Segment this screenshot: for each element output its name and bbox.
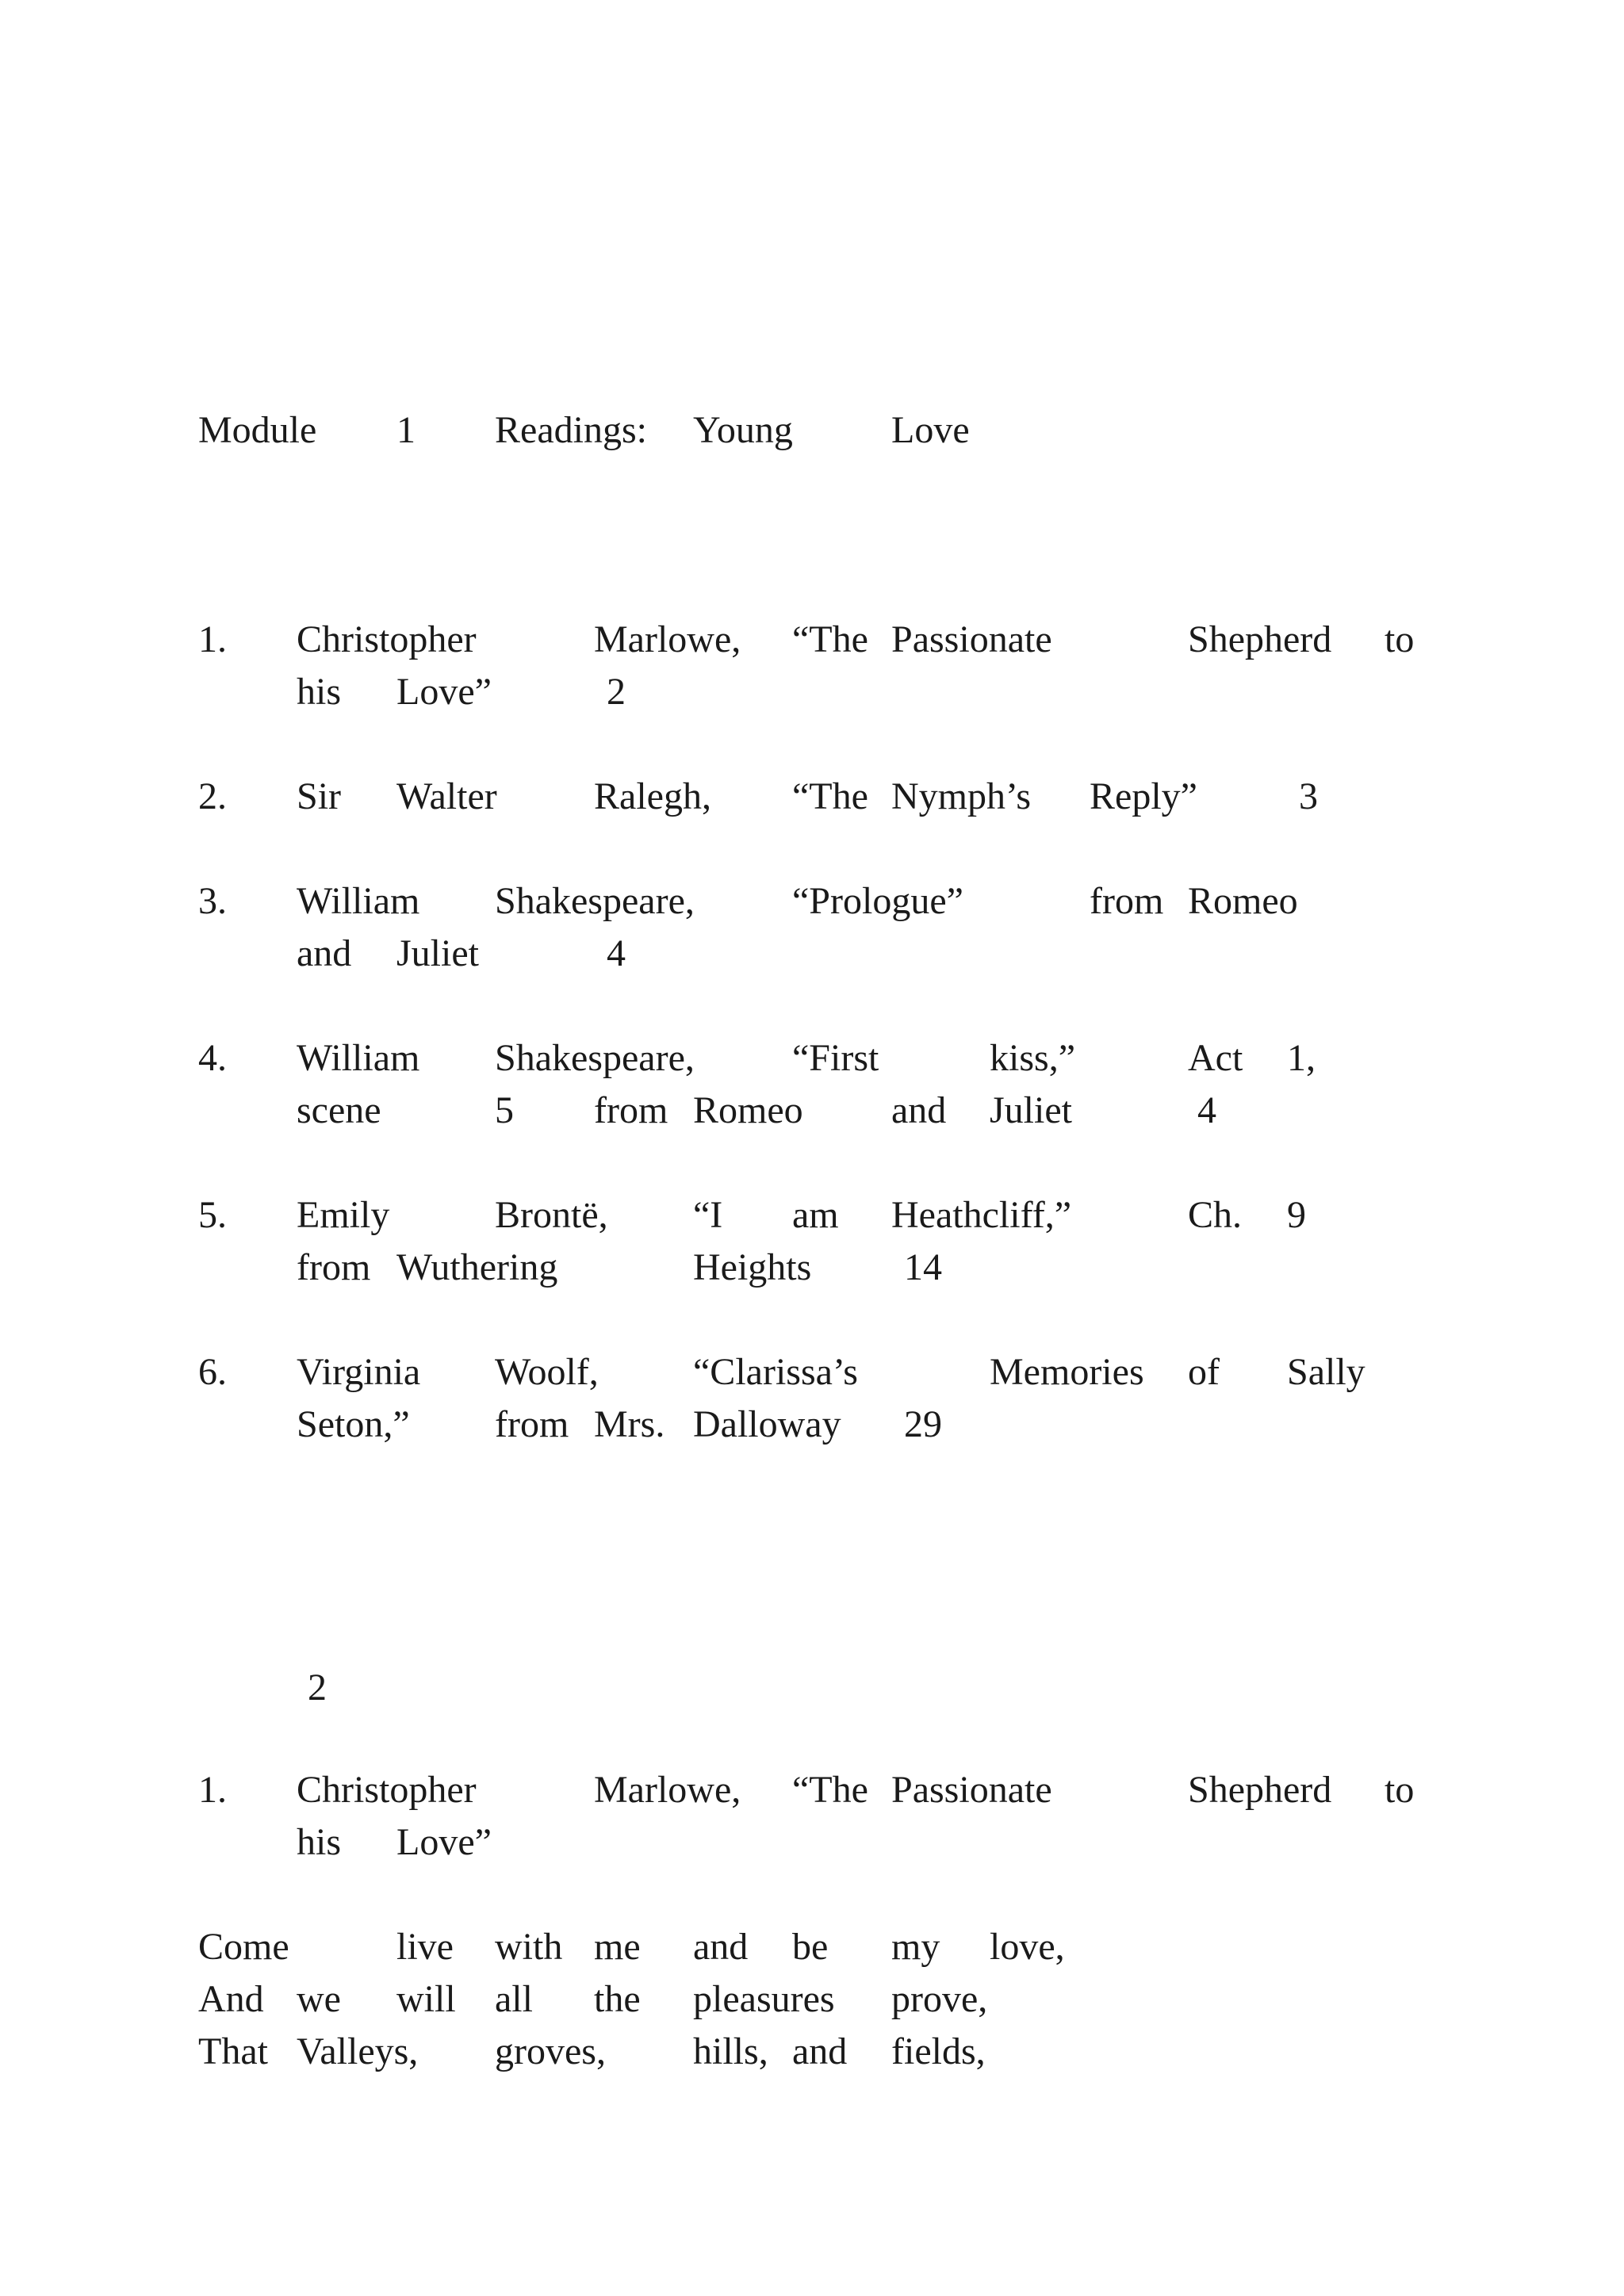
poem-line-2: [0, 1972, 1624, 2027]
toc-item-5-line-2: [0, 1240, 1624, 1295]
poem-word: all: [495, 1978, 533, 2020]
poem-word: Valleys,: [297, 2030, 419, 2072]
toc-word: 5: [495, 1089, 514, 1131]
poem-word: love,: [990, 1926, 1065, 1968]
toc-item-number: 6.: [198, 1351, 227, 1393]
toc-item-3-line-1: [0, 874, 1624, 929]
toc-page-number: 4: [607, 932, 626, 974]
toc-item-4-line-2: [0, 1083, 1624, 1138]
module-title: [0, 403, 1624, 458]
toc-word: “The: [792, 775, 868, 817]
section-word: “The: [792, 1769, 868, 1811]
toc-word: Heights: [693, 1246, 812, 1288]
toc-word: Shakespeare,: [495, 1037, 695, 1079]
toc-item-6-line-2: [0, 1397, 1624, 1452]
toc-word: Mrs.: [594, 1403, 665, 1445]
toc-word: “Prologue”: [792, 880, 963, 922]
section-number: 1.: [198, 1769, 227, 1811]
toc-word: and: [297, 932, 352, 974]
toc-page-number: 29: [904, 1403, 942, 1445]
title-word: Module: [198, 409, 317, 451]
poem-line-3: [0, 2024, 1624, 2080]
toc-word: and: [891, 1089, 947, 1131]
toc-word: Sir: [297, 775, 342, 817]
toc-word: his: [297, 671, 342, 713]
toc-word: Romeo: [1188, 880, 1298, 922]
section-word: Christopher: [297, 1769, 477, 1811]
toc-page-number: 3: [1299, 775, 1318, 817]
toc-word: from: [1090, 880, 1164, 922]
poem-word: and: [792, 2030, 848, 2072]
poem-word: groves,: [495, 2030, 606, 2072]
poem-word: That: [198, 2030, 268, 2072]
toc-word: Act: [1188, 1037, 1243, 1079]
toc-word: Shepherd: [1188, 618, 1332, 660]
toc-item-4-line-1: [0, 1031, 1624, 1086]
toc-word: Juliet: [990, 1089, 1072, 1131]
toc-word: 9: [1287, 1194, 1306, 1236]
section-word: Passionate: [891, 1769, 1052, 1811]
toc-word: Ch.: [1188, 1194, 1243, 1236]
title-word: Love: [891, 409, 970, 451]
toc-word: from: [495, 1403, 569, 1445]
toc-page-number: 14: [904, 1246, 942, 1288]
toc-word: Emily: [297, 1194, 390, 1236]
toc-word: Passionate: [891, 618, 1052, 660]
toc-item-5-line-1: [0, 1188, 1624, 1243]
toc-word: Seton,”: [297, 1403, 410, 1445]
poem-word: be: [792, 1926, 829, 1968]
toc-word: from: [594, 1089, 668, 1131]
toc-word: “The: [792, 618, 868, 660]
toc-word: Memories: [990, 1351, 1144, 1393]
section-heading-line-2: [0, 1815, 1624, 1870]
poem-word: And: [198, 1978, 264, 2020]
poem-word: we: [297, 1978, 341, 2020]
toc-word: kiss,”: [990, 1037, 1075, 1079]
toc-word: to: [1385, 618, 1415, 660]
poem-word: my: [891, 1926, 940, 1968]
poem-word: with: [495, 1926, 563, 1968]
poem-word: and: [693, 1926, 749, 1968]
toc-word: “I: [693, 1194, 723, 1236]
toc-word: of: [1188, 1351, 1220, 1393]
toc-word: Dalloway: [693, 1403, 841, 1445]
toc-item-1-line-1: [0, 612, 1624, 668]
toc-page-number: 4: [1197, 1089, 1216, 1131]
title-word: Readings:: [495, 409, 647, 451]
toc-word: “Clarissa’s: [693, 1351, 858, 1393]
toc-word: Woolf,: [495, 1351, 599, 1393]
toc-word: am: [792, 1194, 839, 1236]
toc-item-6-line-1: [0, 1345, 1624, 1400]
section-heading-line-1: [0, 1762, 1624, 1818]
title-word: 1: [396, 409, 416, 451]
page-number-line: [0, 1660, 1624, 1716]
toc-word: William: [297, 880, 420, 922]
section-word: his: [297, 1821, 342, 1863]
toc-word: Heathcliff,”: [891, 1194, 1071, 1236]
section-word: Shepherd: [1188, 1769, 1332, 1811]
poem-word: Come: [198, 1926, 289, 1968]
toc-word: scene: [297, 1089, 381, 1131]
toc-word: Marlowe,: [594, 618, 741, 660]
toc-item-number: 4.: [198, 1037, 227, 1079]
toc-item-number: 2.: [198, 775, 227, 817]
toc-item-number: 5.: [198, 1194, 227, 1236]
toc-page-number: 2: [607, 671, 626, 713]
poem-word: will: [396, 1978, 456, 2020]
toc-item-number: 1.: [198, 618, 227, 660]
toc-word: Romeo: [693, 1089, 803, 1131]
toc-word: Ralegh,: [594, 775, 711, 817]
toc-word: “First: [792, 1037, 879, 1079]
poem-word: fields,: [891, 2030, 986, 2072]
toc-word: Love”: [396, 671, 492, 713]
toc-word: from: [297, 1246, 371, 1288]
poem-word: hills,: [693, 2030, 768, 2072]
poem-word: prove,: [891, 1978, 988, 2020]
toc-word: Juliet: [396, 932, 479, 974]
section-word: Love”: [396, 1821, 492, 1863]
section-word: to: [1385, 1769, 1415, 1811]
toc-word: Shakespeare,: [495, 880, 695, 922]
title-word: Young: [693, 409, 793, 451]
toc-word: 1,: [1287, 1037, 1316, 1079]
toc-word: Sally: [1287, 1351, 1365, 1393]
toc-word: Walter: [396, 775, 497, 817]
toc-word: Brontë,: [495, 1194, 608, 1236]
toc-item-number: 3.: [198, 880, 227, 922]
poem-line-1: [0, 1919, 1624, 1975]
toc-word: Christopher: [297, 618, 477, 660]
poem-word: me: [594, 1926, 641, 1968]
toc-item-3-line-2: [0, 926, 1624, 982]
toc-item-1-line-2: [0, 664, 1624, 720]
page-number: 2: [308, 1667, 327, 1709]
toc-item-2-line-1: [0, 769, 1624, 825]
toc-word: Reply”: [1090, 775, 1197, 817]
section-word: Marlowe,: [594, 1769, 741, 1811]
toc-word: Virginia: [297, 1351, 421, 1393]
poem-word: pleasures: [693, 1978, 835, 2020]
poem-word: live: [396, 1926, 454, 1968]
toc-word: Nymph’s: [891, 775, 1032, 817]
toc-word: Wuthering: [396, 1246, 558, 1288]
toc-word: William: [297, 1037, 420, 1079]
poem-word: the: [594, 1978, 641, 2020]
